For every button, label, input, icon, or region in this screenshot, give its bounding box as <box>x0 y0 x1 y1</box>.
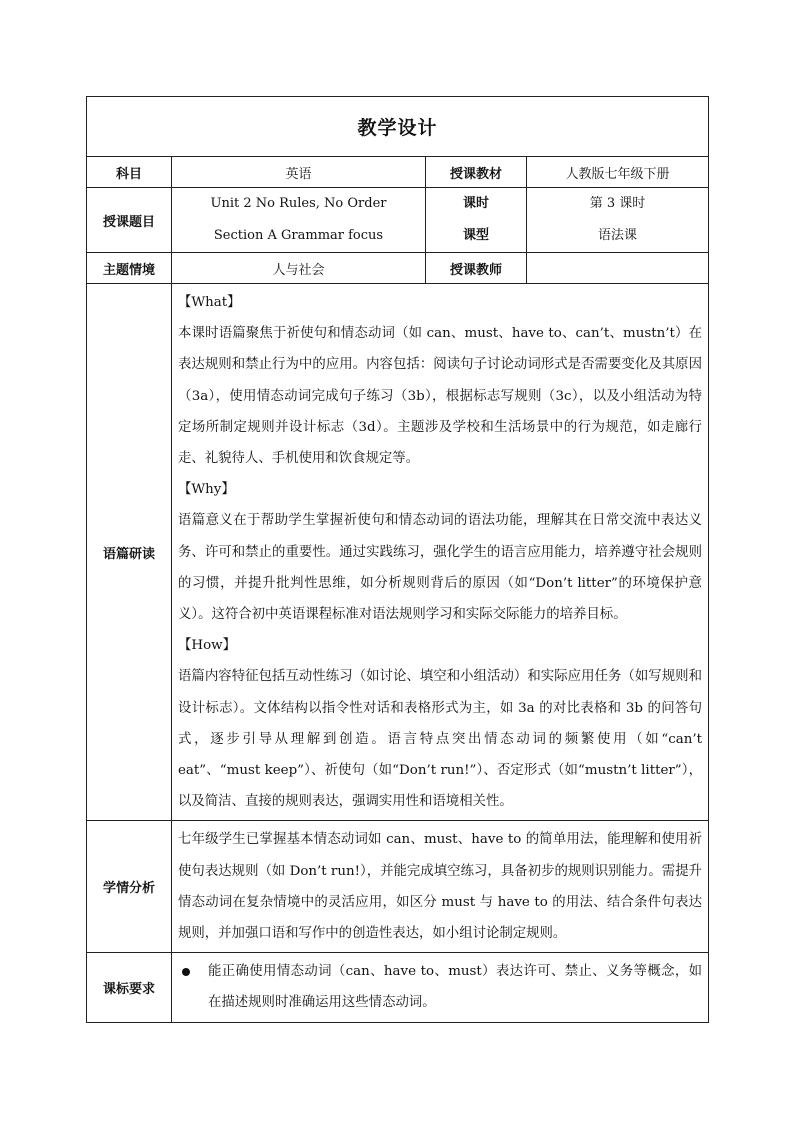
learner-analysis-body: 七年级学生已掌握基本情态动词如 can、must、have to 的简单用法，能理解和使用祈使句表达规则（如 Don’t run!），并能完成填空练习，具备初步的规则识别能力。需提升情态动词在复杂情境中的灵活应用，如区分 must 与 have to 的用法、结合条件句表达规则，并加强口语和写作中的创造性表达，如小组讨论制定规则。 <box>178 832 703 942</box>
topic-line-section: Section A Grammar focus <box>213 228 384 243</box>
period-value: 第 3 课时 <box>589 196 646 211</box>
type-value: 语法课 <box>598 228 638 243</box>
textbook-label: 授课教材 <box>426 157 527 188</box>
learner-analysis-label: 学情分析 <box>87 821 172 953</box>
topic-label: 授课题目 <box>87 188 172 253</box>
text-analysis-content <box>172 284 709 821</box>
standards-label: 课标要求 <box>87 953 172 1022</box>
subject-value: 英语 <box>172 157 426 188</box>
what-body: 本课时语篇聚焦于祈使句和情态动词（如 can、must、have to、can’t、mustn’t）在表达规则和禁止行为中的应用。内容包括：阅读句子讨论动词形式是否需要变化及其原因（3a），使用情态动词完成句子练习（3b），根据标志写规则（3c），以及小组活动为特定场所制定规则并设计标志（3d）。主题涉及学校和生活场景中的行为规范，如走廊行走、礼貌待人、手机使用和饮食规定等。 <box>178 326 703 467</box>
teaching-design-table <box>86 96 709 1023</box>
theme-label: 主题情境 <box>87 253 172 284</box>
topic-line-unit: Unit 2 No Rules, No Order <box>210 196 387 211</box>
period-type-labels <box>426 188 527 253</box>
teacher-label: 授课教师 <box>426 253 527 284</box>
subject-label: 科目 <box>87 157 172 188</box>
standards-item-text: 能正确使用情态动词（can、have to、must）表达许可、禁止、义务等概念，如在描述规则时准确运用这些情态动词。 <box>208 964 703 1011</box>
text-analysis-label: 语篇研读 <box>87 284 172 821</box>
standards-item <box>178 956 702 1018</box>
period-type-values <box>527 188 709 253</box>
teacher-value <box>527 253 709 284</box>
how-heading: 【How】 <box>178 638 236 654</box>
how-body: 语篇内容特征包括互动性练习（如讨论、填空和小组活动）和实际应用任务（如写规则和设计标志）。文体结构以指令性对话和表格形式为主，如 3a 的对比表格和 3b 的问答句式，逐步引导从理解到创造。语言特点突出情态动词的频繁使用（如“can’t eat”、“must keep”）、祈使句（如“Don’t run!”）、否定形式（如“mustn’t litter”），以及简洁、直接的规则表达，强调实用性和语境相关性。 <box>178 669 703 810</box>
bullet-icon <box>182 968 190 976</box>
standards-content <box>172 953 709 1022</box>
standards-list <box>178 956 702 1018</box>
type-label: 课型 <box>462 228 489 243</box>
learner-analysis-content <box>172 821 709 953</box>
page-title: 教学设计 <box>87 97 709 157</box>
textbook-value: 人教版七年级下册 <box>527 157 709 188</box>
period-label: 课时 <box>462 196 489 211</box>
topic-value <box>172 188 426 253</box>
why-heading: 【Why】 <box>178 482 235 498</box>
why-body: 语篇意义在于帮助学生掌握祈使句和情态动词的语法功能，理解其在日常交流中表达义务、许可和禁止的重要性。通过实践练习，强化学生的语言应用能力，培养遵守社会规则的习惯，并提升批判性思维，如分析规则背后的原因（如“Don’t litter”的环境保护意义）。这符合初中英语课程标准对语法规则学习和实际交际能力的培养目标。 <box>178 513 703 623</box>
what-heading: 【What】 <box>178 295 241 310</box>
theme-value: 人与社会 <box>172 253 426 284</box>
